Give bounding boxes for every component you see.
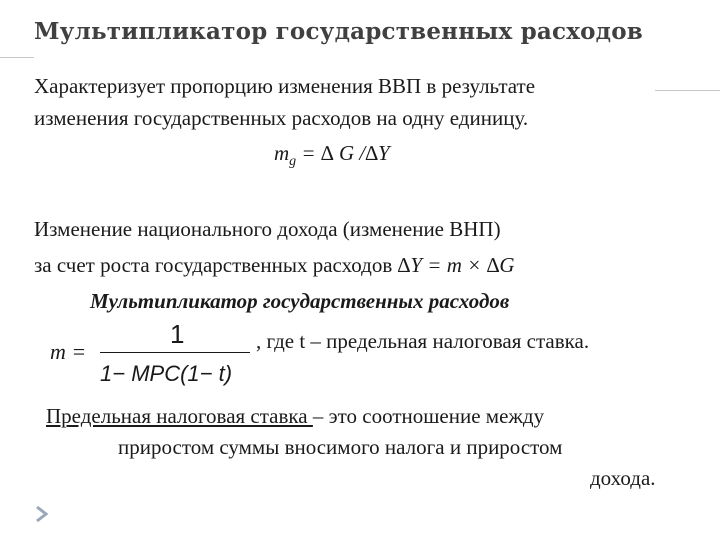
paragraph2-line2 <box>34 255 515 276</box>
paragraph1-line2: изменения государственных расходов на одну единицу. <box>34 106 529 130</box>
definition-line1 <box>46 406 544 427</box>
definition-line2: приростом суммы вносимого налога и приростом <box>118 435 563 459</box>
formula2-denominator: 1− MPC(1− t) <box>100 361 233 386</box>
formula-mg <box>274 143 390 169</box>
definition-term: Предельная налоговая ставка <box>46 404 313 428</box>
paragraph2-formula: ∆Y = m × ∆G <box>397 253 515 277</box>
definition-line1-rest: – это соотношение между <box>312 404 545 428</box>
title-rule-left <box>0 57 34 58</box>
formula2-lhs: m = <box>50 339 87 364</box>
formula-mg-sub: g <box>289 154 297 170</box>
formula2-numerator: 1 <box>170 319 185 349</box>
page-title: Мультипликатор государственных расходов <box>34 18 643 45</box>
paragraph1-line1: Характеризует пропорцию изменения ВВП в результате <box>34 74 536 98</box>
formula-mg-m: m <box>274 141 290 165</box>
title-rule-right <box>655 90 720 91</box>
definition-line3: дохода. <box>590 466 656 490</box>
formula2-note: , где t – предельная налоговая ставка. <box>256 329 590 353</box>
formula2-fraction-bar <box>100 352 250 353</box>
paragraph2-line2-text: за счет роста государственных расходов <box>34 253 398 277</box>
chevron-right-icon <box>34 505 50 523</box>
subheading: Мультипликатор государственных расходов <box>90 289 510 313</box>
paragraph2-line1: Изменение национального дохода (изменение ВНП) <box>34 217 501 241</box>
formula-mg-rest: = ∆ G /∆Y <box>296 141 390 165</box>
